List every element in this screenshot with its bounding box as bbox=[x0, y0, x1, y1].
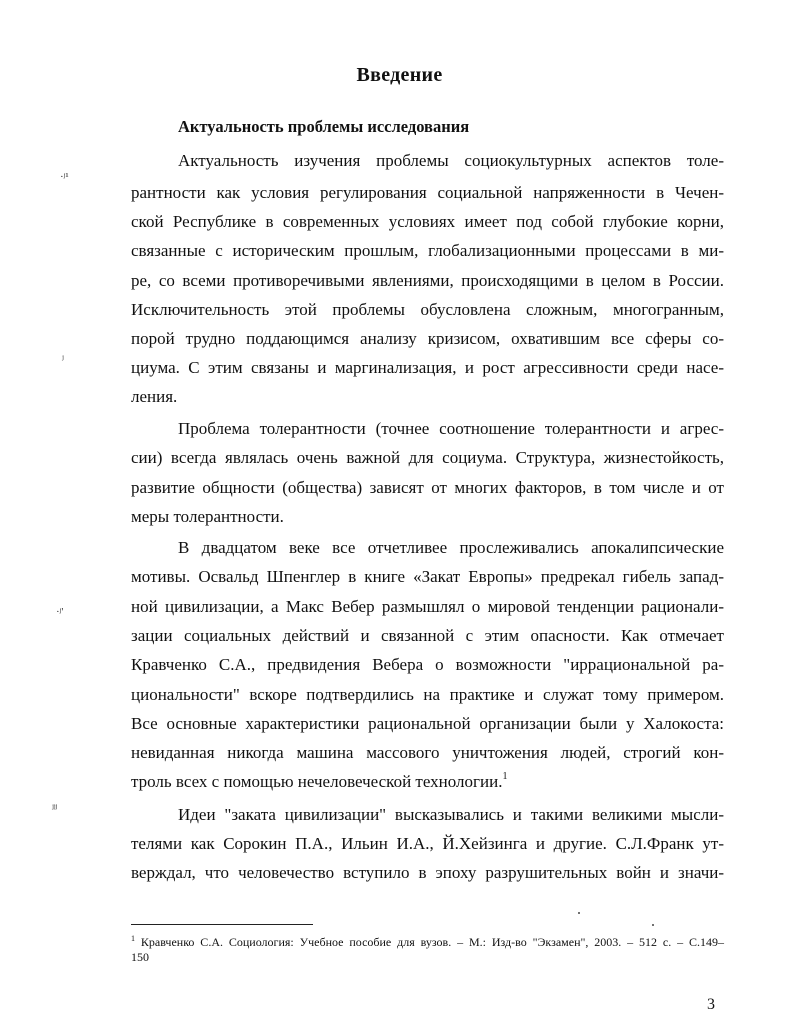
margin-mark: ʲ bbox=[62, 353, 64, 365]
text-line: рантности как условия регулирования социальной напряженности в Чечен- bbox=[131, 183, 724, 202]
text-line: Исключительность этой проблемы обусловлена сложным, многогранным, bbox=[131, 300, 724, 319]
scan-dot bbox=[652, 924, 654, 926]
footnote-line: Кравченко С.А. Социология: Учебное пособие для вузов. – М.: Изд-во "Экзамен", 2003. – 512 с. – С.149– bbox=[140, 935, 725, 949]
text-line: Кравченко С.А., предвидения Вебера о возможности "иррациональной ра- bbox=[131, 655, 724, 674]
text-line: циональности" вскоре подтвердились на практике и служат тому примером. bbox=[131, 685, 724, 704]
text-line: сии) всегда являлась очень важной для социума. Структура, жизнестойкость, bbox=[131, 448, 724, 467]
text-line: порой трудно поддающимся анализу кризисом, охватившим все сферы со- bbox=[131, 329, 724, 348]
text-line: развитие общности (общества) зависят от многих факторов, в том числе и от bbox=[131, 478, 724, 497]
footnote-text bbox=[131, 935, 724, 949]
text-line: связанные с историческим прошлым, глобализационными процессами в ми- bbox=[131, 241, 724, 260]
margin-mark: ·ʲ' bbox=[56, 606, 64, 618]
footnote-separator bbox=[131, 924, 313, 925]
text-line: невиданная никогда машина массового уничтожения людей, строгий кон- bbox=[131, 743, 724, 762]
margin-mark: ·ʲ¹ bbox=[60, 171, 69, 183]
footnote-ref: 1 bbox=[502, 771, 508, 782]
text-line: меры толерантности. bbox=[131, 507, 284, 526]
scan-dot bbox=[578, 912, 580, 914]
text-line: Актуальность изучения проблемы социокультурных аспектов толе- bbox=[178, 151, 724, 170]
section-heading: Актуальность проблемы исследования bbox=[178, 117, 470, 136]
page-number: 3 bbox=[707, 996, 715, 1013]
text-line: ления. bbox=[131, 387, 178, 406]
text-line: ской Республике в современных условиях имеет под собой глубокие корни, bbox=[131, 212, 724, 231]
text-line: ре, со всеми противоречивыми явлениями, происходящими в целом в России. bbox=[131, 271, 724, 290]
text-line: мотивы. Освальд Шпенглер в книге «Закат Европы» предрекал гибель запад- bbox=[131, 567, 724, 586]
text-line bbox=[131, 771, 724, 793]
text-line-content: троль всех с помощью нечеловеческой технологии. bbox=[131, 772, 503, 791]
text-line: Все основные характеристики рациональной организации были у Халокоста: bbox=[131, 714, 724, 733]
text-line: В двадцатом веке все отчетливее прослеживались апокалипсические bbox=[178, 538, 724, 557]
text-line: Идеи "заката цивилизации" высказывались и такими великими мысли- bbox=[178, 805, 724, 824]
margin-mark: ʲʲʲ bbox=[52, 802, 58, 814]
page-title: Введение bbox=[356, 64, 443, 86]
text-line: ной цивилизации, а Макс Вебер размышлял о мировой тенденции рационали- bbox=[131, 597, 724, 616]
text-line: телями как Сорокин П.А., Ильин И.А., Й.Хейзинга и другие. С.Л.Франк ут- bbox=[131, 834, 724, 853]
text-line: Проблема толерантности (точнее соотношение толерантности и агрес- bbox=[178, 419, 724, 438]
footnote-mark: 1 bbox=[131, 934, 135, 943]
text-line: циума. С этим связаны и маргинализация, и рост агрессивности среди насе- bbox=[131, 358, 724, 377]
text-line: зации социальных действий и связанной с этим опасности. Как отмечает bbox=[131, 626, 724, 645]
footnote-line: 150 bbox=[131, 950, 149, 964]
text-line: верждал, что человечество вступило в эпоху разрушительных войн и значи- bbox=[131, 863, 724, 882]
